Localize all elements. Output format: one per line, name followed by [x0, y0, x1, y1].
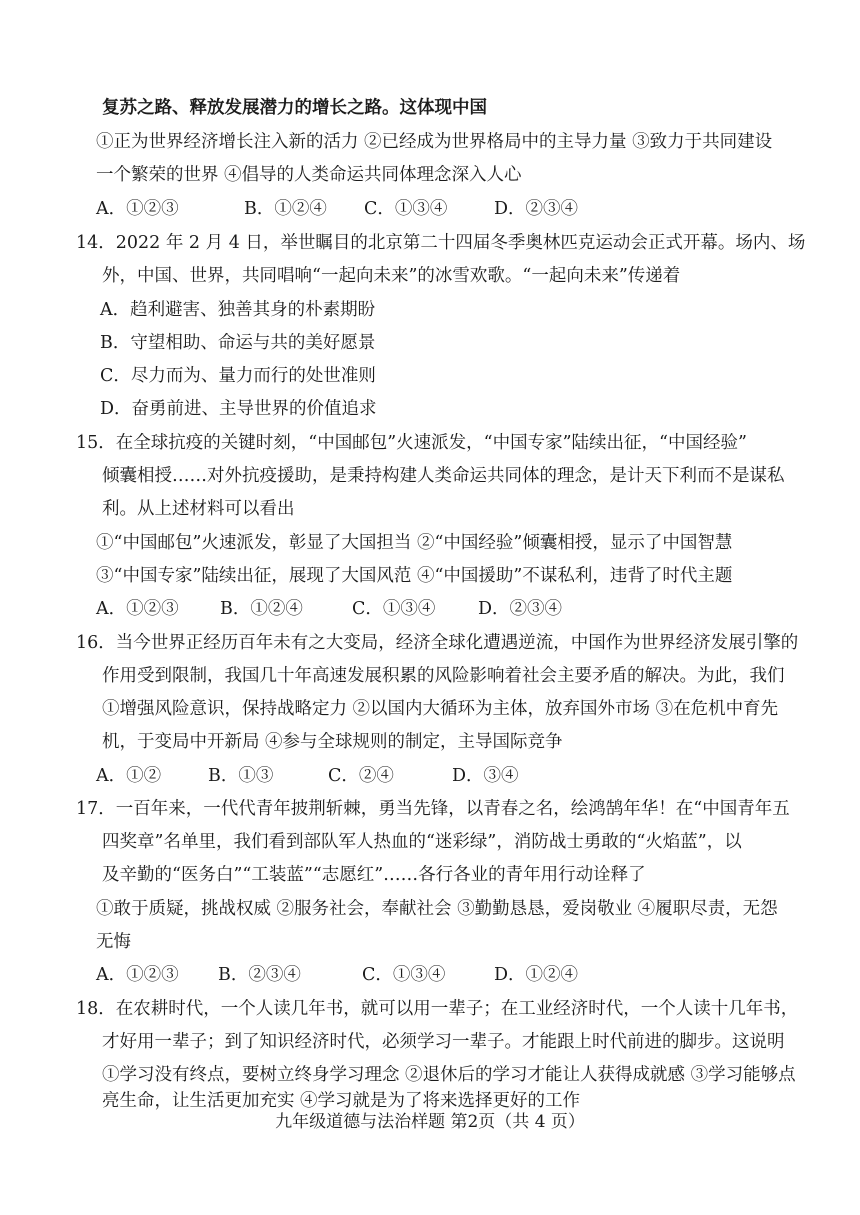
q17-stem-line1: 17．一百年来，一代代青年披荆斩棘，勇当先锋，以青春之名，绘鸿鹄年华！在“中国青年五	[76, 799, 790, 819]
q14-option-c: C．尽力而为、量力而行的处世准则	[100, 366, 376, 386]
q15-option-d: D．②③④	[478, 599, 563, 619]
q17-option-b: B．②③④	[218, 965, 301, 985]
q14-option-a: A．趋利避害、独善其身的朴素期盼	[100, 300, 376, 320]
q17-statements-line1: ①敢于质疑，挑战权威 ②服务社会，奉献社会 ③勤勤恳恳，爱岗敬业 ④履职尽责，无怨	[96, 899, 778, 919]
q15-option-a: A．①②③	[96, 599, 179, 619]
q14-stem-line2: 外，中国、世界，共同唱响“一起向未来”的冰雪欢歌。“一起向未来”传递着	[102, 266, 681, 286]
q16-statements-line2: 机，于变局中开新局 ④参与全球规则的制定，主导国际竞争	[102, 732, 563, 752]
q15-statements-line1: ①“中国邮包”火速派发，彰显了大国担当 ②“中国经验”倾囊相授，显示了中国智慧	[96, 533, 733, 553]
q17-stem-line3: 及辛勤的“医务白”“工装蓝”“志愿红”……各行各业的青年用行动诠释了	[102, 865, 646, 885]
q16-option-b: B．①③	[208, 766, 274, 786]
q13-statements-line2: 一个繁荣的世界 ④倡导的人类命运共同体理念深入人心	[96, 165, 522, 185]
q13-option-c: C．①③④	[364, 199, 448, 219]
q16-option-c: C．②④	[328, 766, 394, 786]
q17-option-a: A．①②③	[96, 965, 179, 985]
q16-option-d: D．③④	[452, 766, 519, 786]
q15-statements-line2: ③“中国专家”陆续出征，展现了大国风范 ④“中国援助”不谋私利，违背了时代主题	[96, 566, 733, 586]
q18-statements-line1: ①学习没有终点，要树立终身学习理念 ②退休后的学习才能让人获得成就感 ③学习能够点	[102, 1065, 796, 1085]
q18-stem-line2: 才好用一辈子；到了知识经济时代，必须学习一辈子。才能跟上时代前进的脚步。这说明	[102, 1032, 785, 1052]
q17-stem-line2: 四奖章”名单里，我们看到部队军人热血的“迷彩绿”，消防战士勇敢的“火焰蓝”，以	[102, 832, 742, 852]
q16-option-a: A．①②	[96, 766, 162, 786]
q15-stem-line3: 利。从上述材料可以看出	[102, 499, 295, 519]
q14-option-b: B．守望相助、命运与共的美好愿景	[100, 333, 376, 353]
q13-option-a: A．①②③	[96, 199, 179, 219]
q13-option-d: D．②③④	[494, 199, 579, 219]
q16-stem-line1: 16．当今世界正经历百年未有之大变局，经济全球化遭遇逆流，中国作为世界经济发展引擎的	[76, 633, 799, 653]
q17-option-c: C．①③④	[362, 965, 446, 985]
page-footer: 九年级道德与法治样题 第2页（共 4 页）	[275, 1112, 585, 1132]
q15-option-b: B．①②④	[220, 599, 303, 619]
q16-statements-line1: ①增强风险意识，保持战略定力 ②以国内大循环为主体，放弃国外市场 ③在危机中育先	[102, 699, 779, 719]
q13-option-b: B．①②④	[244, 199, 327, 219]
q13-stem-tail: 复苏之路、释放发展潜力的增长之路。这体现中国	[102, 98, 487, 118]
q15-stem-line1: 15．在全球抗疫的关键时刻，“中国邮包”火速派发，“中国专家”陆续出征，“中国经验”	[76, 433, 747, 453]
q14-stem-line1: 14．2022 年 2 月 4 日，举世瞩目的北京第二十四届冬季奥林匹克运动会正式开幕。场内、场	[76, 233, 806, 253]
q16-stem-line2: 作用受到限制，我国几十年高速发展积累的风险影响着社会主要矛盾的解决。为此，我们	[102, 666, 785, 686]
q15-option-c: C．①③④	[352, 599, 436, 619]
q17-statements-line2: 无悔	[96, 932, 131, 952]
q18-statements-line2: 亮生命，让生活更加充实 ④学习就是为了将来选择更好的工作	[102, 1091, 581, 1111]
q13-statements-line1: ①正为世界经济增长注入新的活力 ②已经成为世界格局中的主导力量 ③致力于共同建设	[96, 132, 773, 152]
q15-stem-line2: 倾囊相授……对外抗疫援助，是秉持构建人类命运共同体的理念，是计天下利而不是谋私	[102, 466, 785, 486]
q18-stem-line1: 18．在农耕时代，一个人读几年书，就可以用一辈子；在工业经济时代，一个人读十几年书，	[76, 999, 799, 1019]
q14-option-d: D．奋勇前进、主导世界的价值追求	[100, 399, 377, 419]
q17-option-d: D．①②④	[494, 965, 579, 985]
